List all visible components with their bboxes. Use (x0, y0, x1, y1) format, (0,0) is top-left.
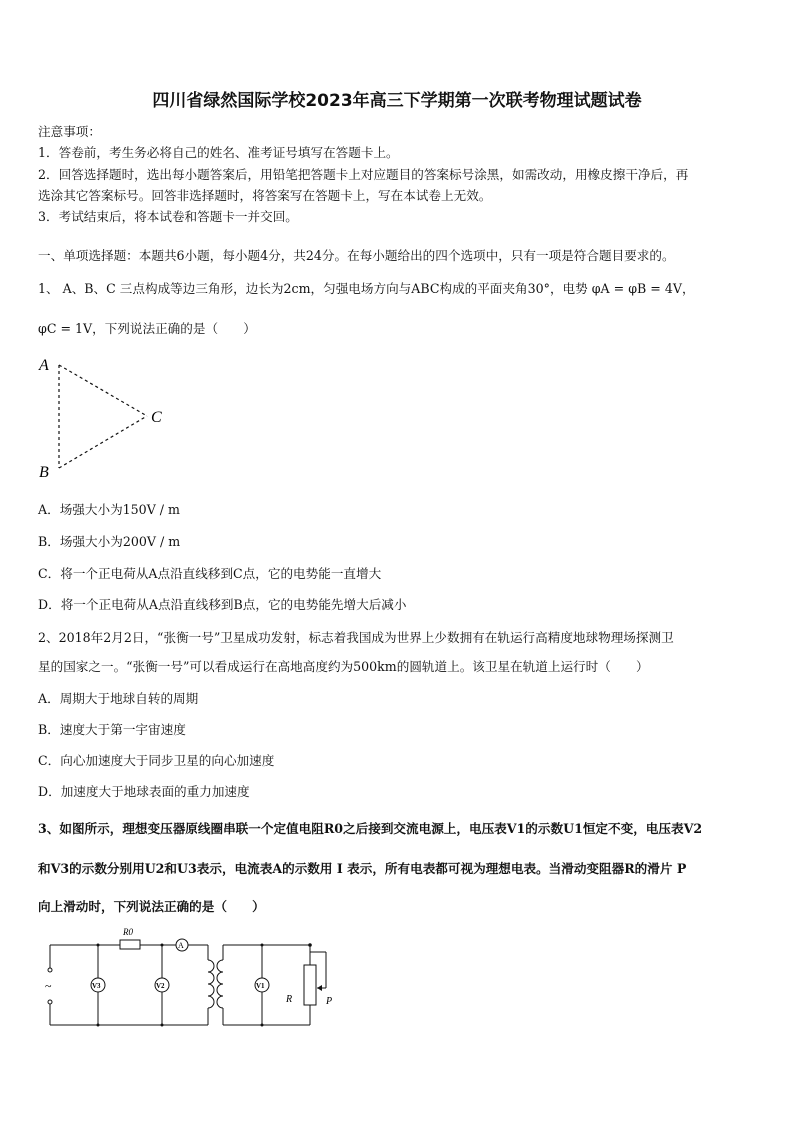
ac-source-symbol: ~ (45, 979, 52, 993)
notice-heading: 注意事项： (38, 124, 101, 139)
q3-stem-line2: 和V3的示数分别用U2和U3表示，电流表A的示数用 I 表示，所有电表都可视为理想电表。当滑动变阻器R的滑片 P (38, 861, 687, 876)
notice-item-2: 2．回答选择题时，选出每小题答案后，用铅笔把答题卡上对应题目的答案标号涂黑，如需改动，用橡皮擦干净后，再 (38, 167, 689, 182)
ammeter-label: A (178, 941, 184, 950)
vertex-a-label: A (39, 357, 49, 374)
v2-meter-label: V2 (156, 982, 165, 990)
r0-label: R0 (123, 927, 133, 937)
q1-option-b: B．场强大小为200V / m (38, 534, 181, 549)
v1-meter-label: V1 (256, 982, 265, 990)
q2-option-d: D．加速度大于地球表面的重力加速度 (38, 784, 250, 799)
circuit-diagram (40, 920, 340, 1035)
q2-option-a: A．周期大于地球自转的周期 (38, 691, 199, 706)
q1-stem-line2: φC = 1V，下列说法正确的是（ ） (38, 321, 256, 336)
page-title: 四川省绿然国际学校2023年高三下学期第一次联考物理试题试卷 (152, 91, 642, 111)
vertex-c-label: C (151, 409, 162, 426)
triangle-diagram (35, 350, 175, 480)
p-label: P (326, 996, 333, 1007)
notice-item-2-cont: 选涂其它答案标号。回答非选择题时，将答案写在答题卡上，写在本试卷上无效。 (38, 188, 492, 203)
q1-option-d: D．将一个正电荷从A点沿直线移到B点，它的电势能先增大后减小 (38, 597, 407, 612)
q2-option-b: B．速度大于第一宇宙速度 (38, 722, 186, 737)
q1-option-c: C．将一个正电荷从A点沿直线移到C点，它的电势能一直增大 (38, 566, 382, 581)
vertex-b-label: B (39, 464, 49, 480)
notice-item-1: 1．答卷前，考生务必将自己的姓名、准考证号填写在答题卡上。 (38, 145, 399, 160)
q2-stem-line1: 2、2018年2月2日，“张衡一号”卫星成功发射，标志着我国成为世界上少数拥有在轨运行高精度地球物理场探测卫 (38, 630, 674, 645)
q2-option-c: C．向心加速度大于同步卫星的向心加速度 (38, 753, 275, 768)
q2-stem-line2: 星的国家之一。“张衡一号”可以看成运行在高地高度约为500km的圆轨道上。该卫星在轨道上运行时（ ） (38, 659, 649, 674)
section-heading: 一、单项选择题：本题共6小题，每小题4分，共24分。在每小题给出的四个选项中，只有一项是符合题目要求的。 (38, 248, 675, 263)
r-label: R (286, 994, 293, 1005)
q3-stem-line3: 向上滑动时，下列说法正确的是（ ） (38, 899, 265, 914)
q3-stem-line1: 3、如图所示，理想变压器原线圈串联一个定值电阻R0之后接到交流电源上，电压表V1的示数U1恒定不变，电压表V2 (38, 821, 703, 836)
q1-option-a: A．场强大小为150V / m (38, 502, 180, 517)
q1-stem-line1: 1、 A、B、C 三点构成等边三角形，边长为2cm，匀强电场方向与ABC构成的平面夹角30°，电势 φA = φB = 4V， (38, 281, 695, 296)
v3-meter-label: V3 (92, 982, 101, 990)
notice-item-3: 3．考试结束后，将本试卷和答题卡一并交回。 (38, 209, 298, 224)
